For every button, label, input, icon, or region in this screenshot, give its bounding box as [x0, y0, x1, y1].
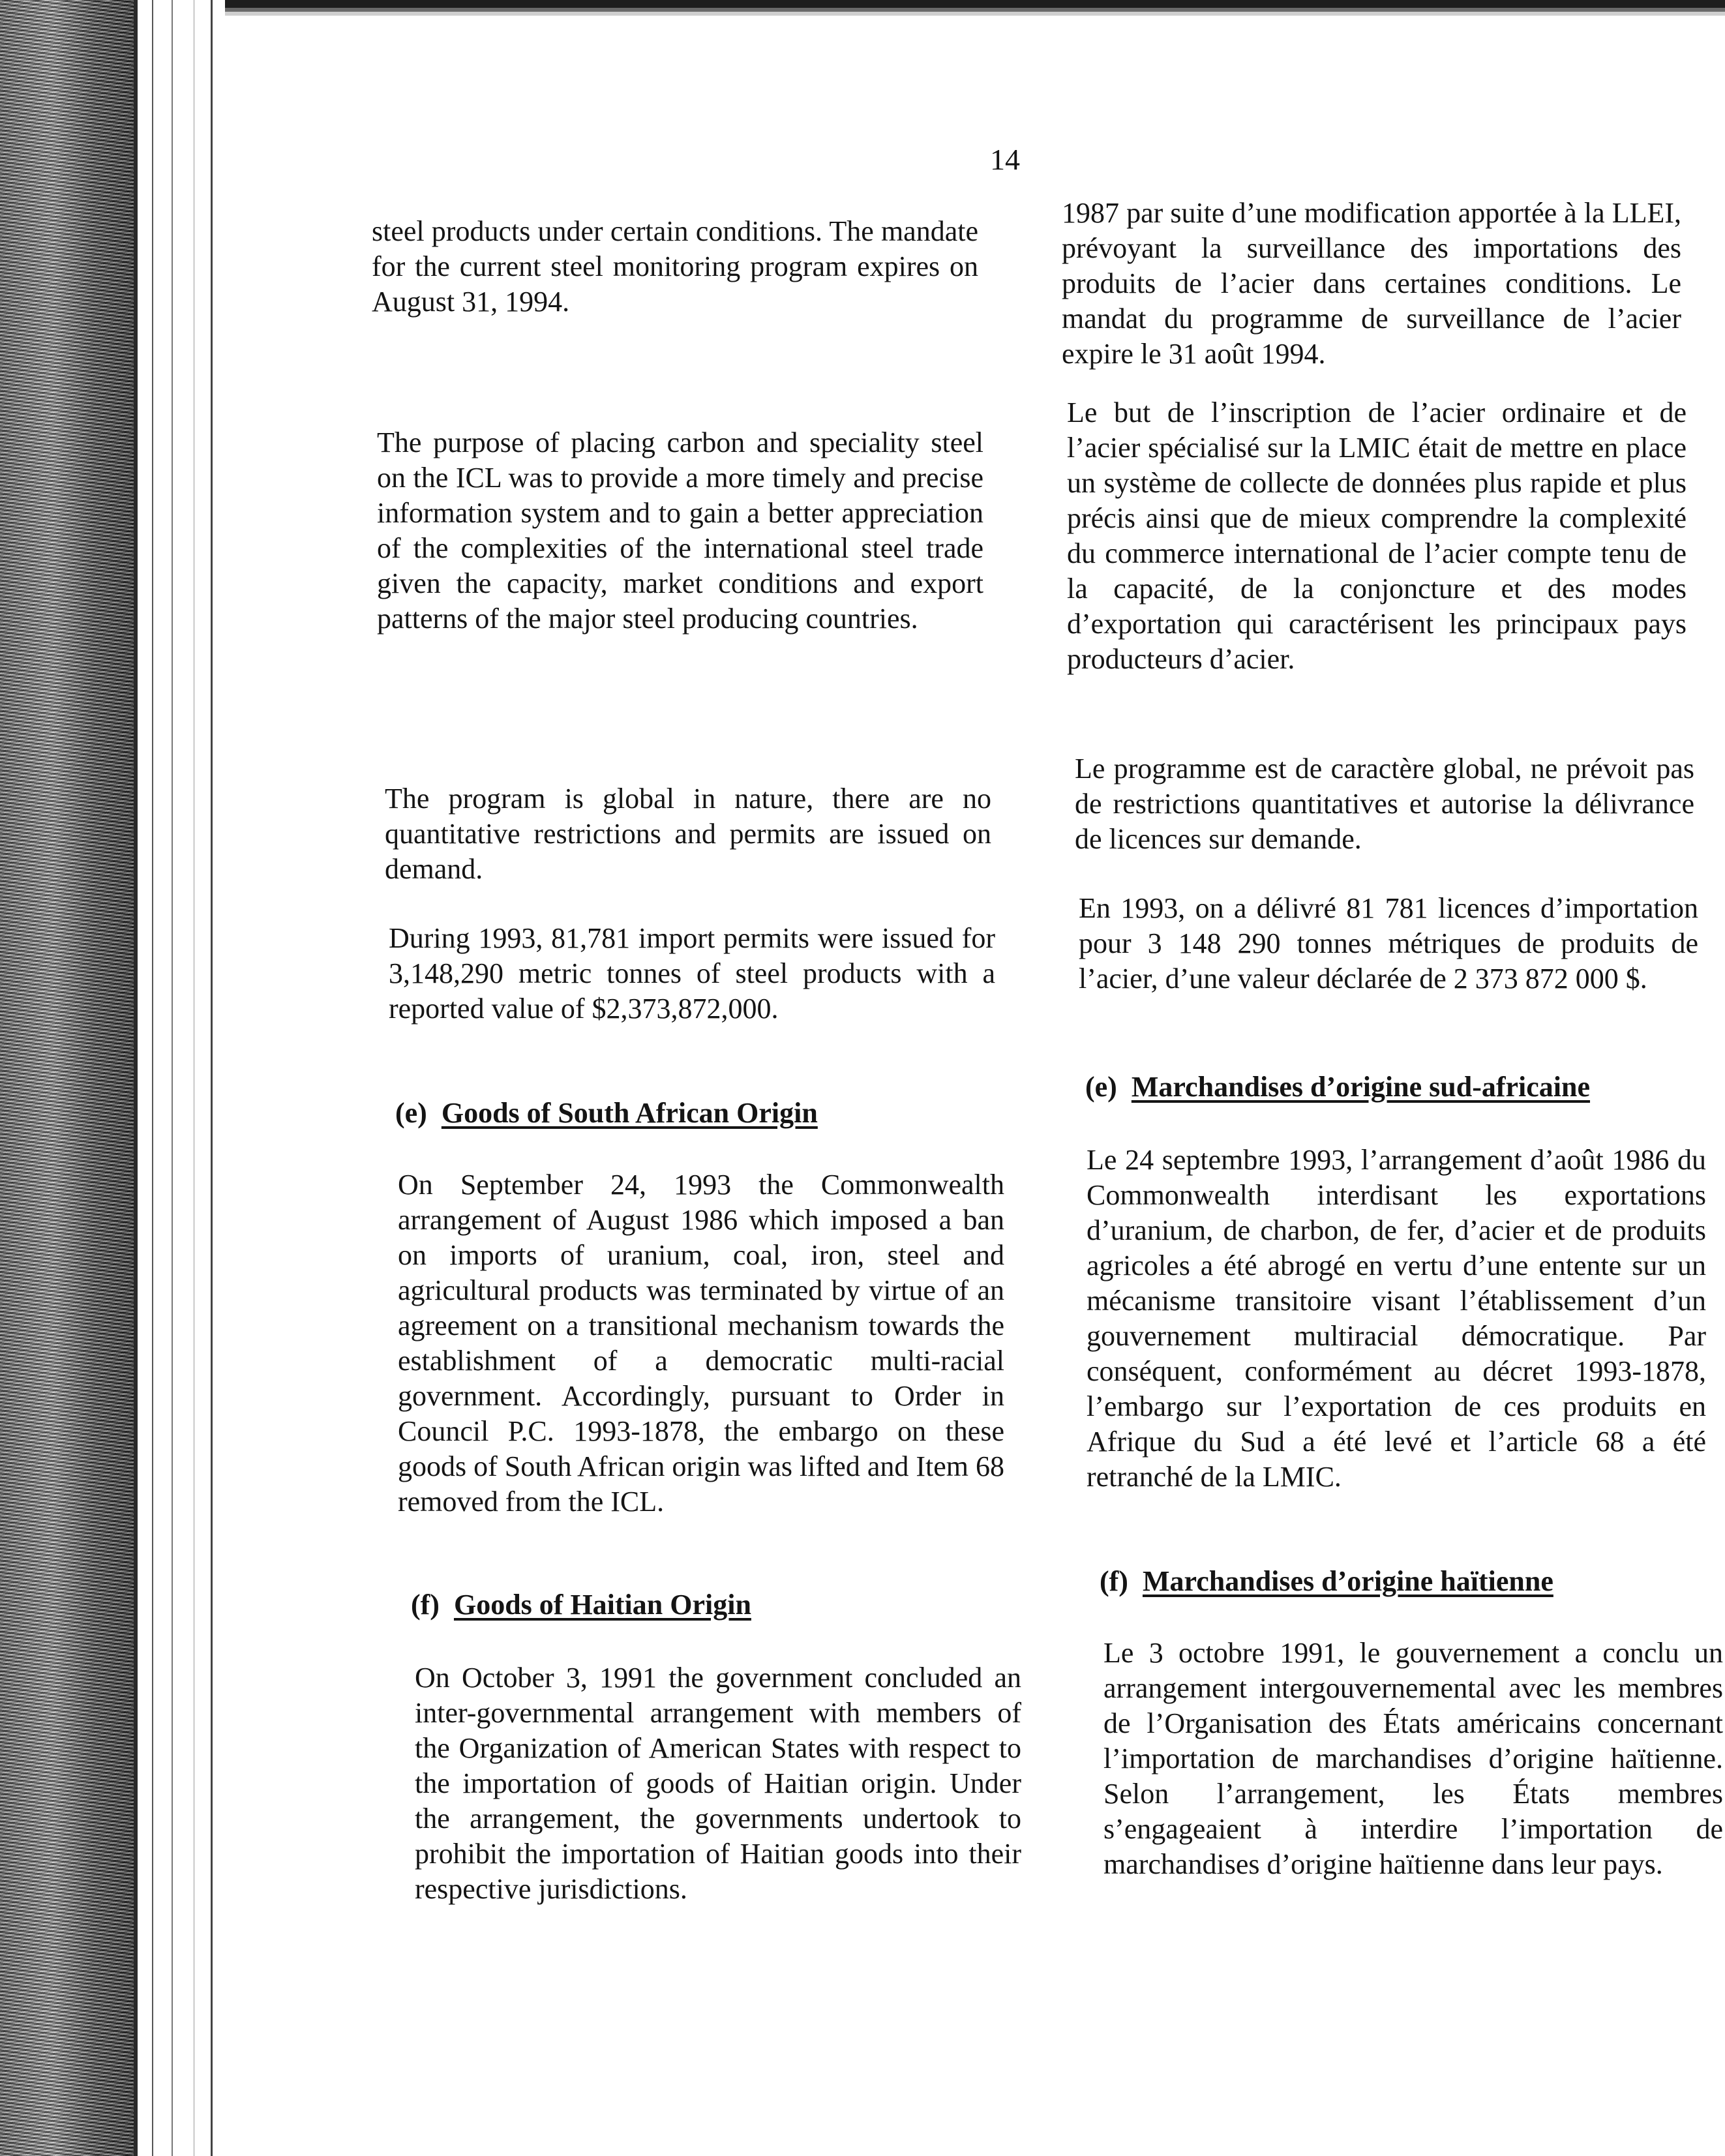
- page-stack-edge: [134, 0, 225, 2156]
- page-number: 14: [990, 143, 1020, 176]
- scan-top-border: [0, 0, 1725, 20]
- en-paragraph-south-african: On September 24, 1993 the Commonwealth arrangement of August 1986 which imposed a ban on imports of uranium, coal, iron, steel and agricultural products was terminated by virtue of an agreement on a transitional mechanism towards the establishment of a democratic multi-racial government. Accordingly, pursuant to Order in Council P.C. 1993-1878, the embargo on these goods of South African origin was lifted and Item 68 removed from the ICL.: [398, 1169, 1004, 1518]
- en-paragraph-program-global: The program is global in nature, there are no quantitative restrictions and permits are issued on demand.: [385, 783, 991, 885]
- fr-paragraph-program-global: Le programme est de caractère global, ne prévoit pas de restrictions quantitatives et autorise la délivrance de licences sur demande.: [1075, 753, 1694, 855]
- en-paragraph-steel-mandate: steel products under certain conditions. The mandate for the current steel monitoring program expires on August 31, 1994.: [372, 215, 978, 318]
- fr-paragraph-steel-mandate: 1987 par suite d’une modification apportée à la LLEI, prévoyant la surveillance des importations des produits de l’acier dans certaines conditions. Le mandat du programme de surveillance de l’acier expire le 31 août 1994.: [1062, 197, 1681, 370]
- fr-paragraph-permits-1993: En 1993, on a délivré 81 781 licences d’importation pour 3 148 290 tonnes métriques de produits de l’acier, d’une valeur déclarée de 2 373 872 000 $.: [1079, 892, 1698, 995]
- en-paragraph-purpose: The purpose of placing carbon and speciality steel on the ICL was to provide a more timely and precise information system and to gain a better appreciation of the complexities of the international steel trade given the capacity, market conditions and export patterns of the major steel producing countries.: [377, 427, 983, 635]
- book-binding-edge: [0, 0, 134, 2156]
- en-paragraph-haitian: On October 3, 1991 the government concluded an inter-governmental arrangement with members of the Organization of American States with respect to the importation of goods of Haitian origin. Under the arrangement, the governments undertook to prohibit the importation of Haitian goods into their respective jurisdictions.: [415, 1662, 1021, 1905]
- fr-paragraph-purpose: Le but de l’inscription de l’acier ordinaire et de l’acier spécialisé sur la LMIC était de mettre en place un système de collecte de données plus rapide et plus précis ainsi que de mieux comprendre la complexité du commerce international de l’acier compte tenu de la capacité, de la conjoncture et des modes d’exportation qui caractérisent les principaux pays producteurs d’acier.: [1067, 397, 1687, 675]
- en-heading-haitian: (f) Goods of Haitian Origin: [411, 1589, 751, 1621]
- fr-paragraph-haitian: Le 3 octobre 1991, le gouvernement a conclu un arrangement intergouvernemental avec les membres de l’Organisation des États américains concernant l’importation de marchandises d’origine haïtienne. Selon l’arrangement, les États membres s’engageaient à interdire l’importation de marchandises d’origine haïtienne dans leur pays.: [1103, 1637, 1723, 1880]
- fr-paragraph-south-african: Le 24 septembre 1993, l’arrangement d’août 1986 du Commonwealth interdisant les exportations d’uranium, de charbon, de fer, d’acier et de produits agricoles a été abrogé en vertu d’une entente sur un mécanisme transitoire visant l’établissement d’un gouvernement multiracial démocratique. Par conséquent, conformément au décret 1993-1878, l’embargo sur l’exportation de ces produits en Afrique du Sud a été levé et l’article 68 a été retranché de la LMIC.: [1087, 1144, 1706, 1493]
- en-paragraph-permits-1993: During 1993, 81,781 import permits were issued for 3,148,290 metric tonnes of steel products with a reported value of $2,373,872,000.: [389, 922, 995, 1025]
- fr-heading-south-african: (e) Marchandises d’origine sud-africaine: [1085, 1071, 1591, 1103]
- fr-heading-haitian: (f) Marchandises d’origine haïtienne: [1100, 1565, 1553, 1597]
- en-heading-south-african: (e) Goods of South African Origin: [395, 1097, 818, 1129]
